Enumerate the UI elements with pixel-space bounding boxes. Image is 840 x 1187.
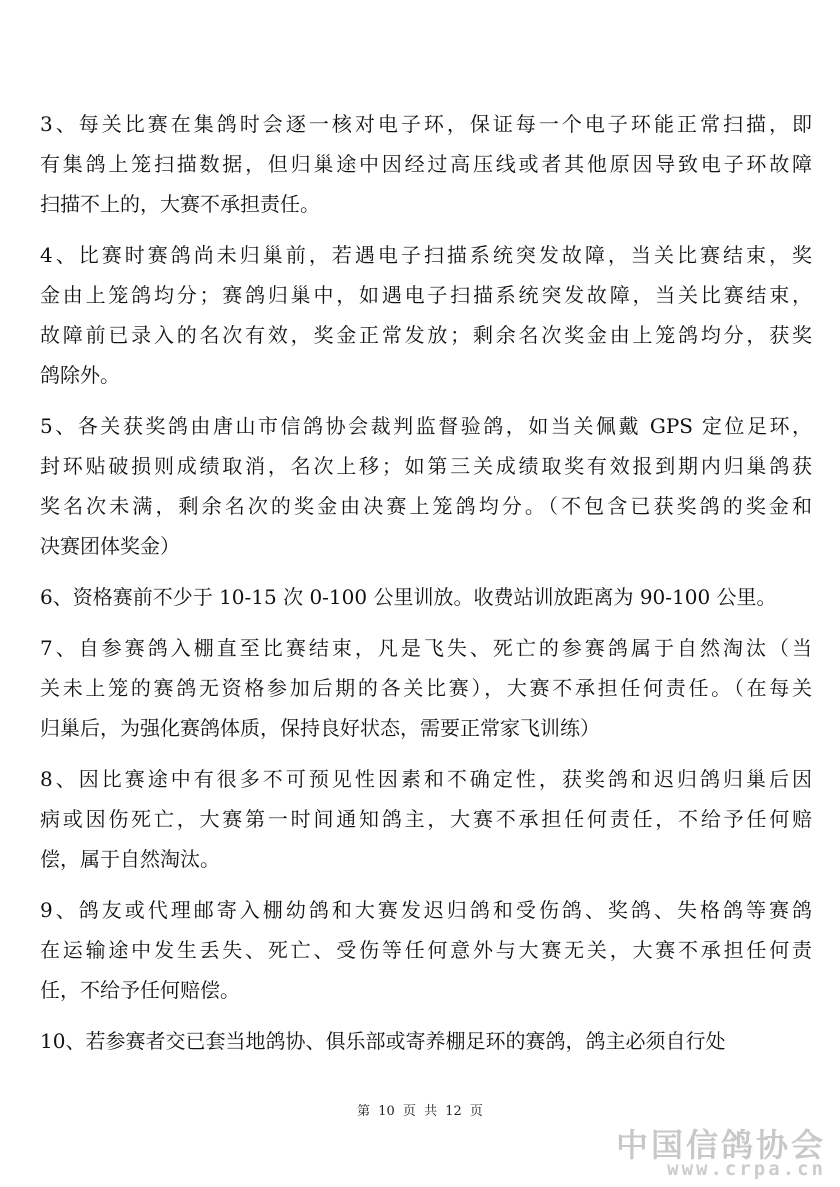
watermark-name: 中国信鸽协会 xyxy=(615,1126,826,1164)
clause-line: 4、比赛时赛鸽尚未归巢前，若遇电子扫描系统突发故障，当关比赛结束，奖 xyxy=(40,243,812,267)
clause-10 xyxy=(40,1021,812,1061)
clause-5 xyxy=(40,406,812,566)
clause-line: 病或因伤死亡，大赛第一时间通知鸽主，大赛不承担任何责任，不给予任何赔 xyxy=(40,807,812,831)
clause-line: 9、鸽友或代理邮寄入棚幼鸽和大赛发迟归鸽和受伤鸽、奖鸽、失格鸽等赛鸽 xyxy=(40,898,812,922)
clause-line: 10、若参赛者交已套当地鸽协、俱乐部或寄养棚足环的赛鸽，鸽主必须自行处 xyxy=(40,1029,726,1053)
clause-line: 扫描不上的，大赛不承担责任。 xyxy=(40,192,320,216)
clause-7 xyxy=(40,628,812,748)
clause-9 xyxy=(40,890,812,1010)
clause-line: 归巢后，为强化赛鸽体质，保持良好状态，需要正常家飞训练） xyxy=(40,716,600,740)
clause-4 xyxy=(40,235,812,395)
clause-line: 决赛团体奖金） xyxy=(40,534,180,558)
clause-line: 故障前已录入的名次有效，奖金正常发放；剩余名次奖金由上笼鸽均分，获奖 xyxy=(40,323,812,347)
watermark-url: www.crpa.cn xyxy=(667,1158,826,1180)
clause-line: 3、每关比赛在集鸽时会逐一核对电子环，保证每一个电子环能正常扫描，即 xyxy=(40,112,812,136)
clause-line: 6、资格赛前不少于 10-15 次 0-100 公里训放。收费站训放距离为 90-100 公里。 xyxy=(40,585,777,609)
clause-6 xyxy=(40,577,812,617)
clause-line: 鸽除外。 xyxy=(40,363,120,387)
clause-line: 奖名次未满，剩余名次的奖金由决赛上笼鸽均分。（不包含已获奖鸽的奖金和 xyxy=(40,494,812,518)
clause-line: 任，不给予任何赔偿。 xyxy=(40,978,240,1002)
clause-line: 封环贴破损则成绩取消，名次上移；如第三关成绩取奖有效报到期内归巢鸽获 xyxy=(40,454,812,478)
clause-line: 金由上笼鸽均分；赛鸽归巢中，如遇电子扫描系统突发故障，当关比赛结束， xyxy=(40,283,812,307)
clause-line: 偿，属于自然淘汰。 xyxy=(40,847,220,871)
clause-line: 在运输途中发生丢失、死亡、受伤等任何意外与大赛无关，大赛不承担任何责 xyxy=(40,938,812,962)
page-number: 第 10 页 共 12 页 xyxy=(357,1104,483,1119)
clause-list xyxy=(40,104,812,1072)
clause-line: 7、自参赛鸽入棚直至比赛结束，凡是飞失、死亡的参赛鸽属于自然淘汰（当 xyxy=(40,636,812,660)
clause-3 xyxy=(40,104,812,224)
clause-8 xyxy=(40,759,812,879)
clause-line: 5、各关获奖鸽由唐山市信鸽协会裁判监督验鸽，如当关佩戴 GPS 定位足环， xyxy=(40,414,812,438)
clause-line: 有集鸽上笼扫描数据，但归巢途中因经过高压线或者其他原因导致电子环故障 xyxy=(40,152,812,176)
clause-line: 8、因比赛途中有很多不可预见性因素和不确定性，获奖鸽和迟归鸽归巢后因 xyxy=(40,767,812,791)
clause-line: 关未上笼的赛鸽无资格参加后期的各关比赛），大赛不承担任何责任。（在每关 xyxy=(40,676,812,700)
